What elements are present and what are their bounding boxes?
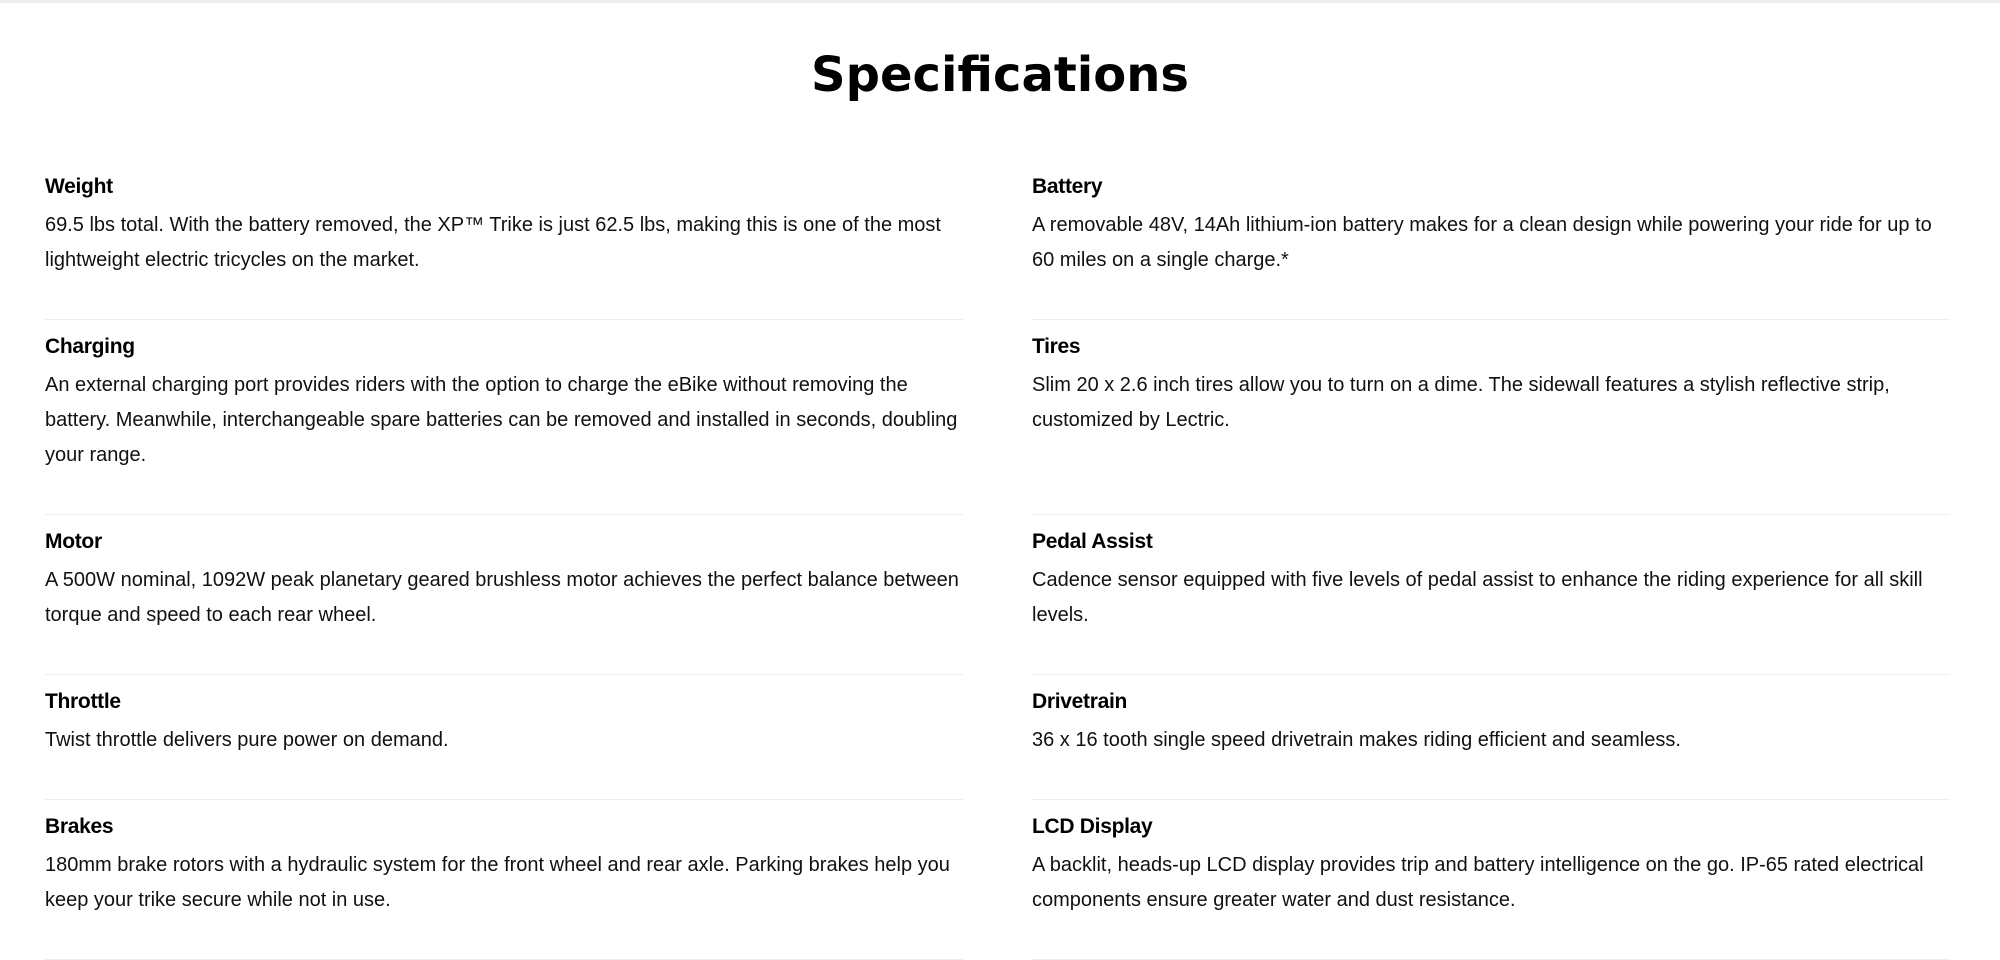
spec-title: Motor	[45, 530, 102, 553]
spec-description: Twist throttle delivers pure power on demand.	[45, 729, 449, 751]
spec-item-battery	[1032, 160, 1950, 320]
spec-description: A 500W nominal, 1092W peak planetary geared brushless motor achieves the perfect balance between torque and speed to each rear wheel.	[45, 569, 959, 626]
spec-title: Charging	[45, 335, 135, 358]
page-title: Specifications	[811, 47, 1189, 103]
spec-title: Tires	[1032, 335, 1081, 358]
spec-description: 180mm brake rotors with a hydraulic system for the front wheel and rear axle. Parking brakes help you keep your trike secure while not in use.	[45, 854, 950, 911]
spec-title: Weight	[45, 175, 113, 198]
spec-title: Battery	[1032, 175, 1103, 198]
spec-item-brakes	[45, 800, 963, 960]
spec-description: A backlit, heads-up LCD display provides trip and battery intelligence on the go. IP-65 rated electrical components ensure greater water and dust resistance.	[1032, 854, 1924, 911]
spec-item-throttle	[45, 675, 963, 800]
spec-title: LCD Display	[1032, 815, 1153, 838]
spec-item-pedal-assist	[1032, 515, 1950, 675]
spec-title: Brakes	[45, 815, 114, 838]
spec-title: Drivetrain	[1032, 690, 1128, 713]
spec-item-charging	[45, 320, 963, 515]
spec-item-lcd-display	[1032, 800, 1950, 960]
spec-item-weight	[45, 160, 963, 320]
spec-item-drivetrain	[1032, 675, 1950, 800]
spec-title: Pedal Assist	[1032, 530, 1153, 553]
spec-description: Cadence sensor equipped with five levels of pedal assist to enhance the riding experience for all skill levels.	[1032, 569, 1923, 626]
spec-description: An external charging port provides riders with the option to charge the eBike without removing the battery. Meanwhile, interchangeable spare batteries can be removed and installed in seconds, doubling your range.	[45, 374, 958, 466]
specs-grid	[45, 160, 1950, 960]
spec-description: Slim 20 x 2.6 inch tires allow you to turn on a dime. The sidewall features a stylish reflective strip, customized by Lectric.	[1032, 374, 1890, 431]
spec-description: 69.5 lbs total. With the battery removed, the XP™ Trike is just 62.5 lbs, making this is one of the most lightweight electric tricycles on the market.	[45, 214, 941, 271]
top-divider	[0, 0, 2000, 3]
spec-description: 36 x 16 tooth single speed drivetrain makes riding efficient and seamless.	[1032, 729, 1681, 751]
spec-item-tires	[1032, 320, 1950, 515]
spec-item-motor	[45, 515, 963, 675]
spec-title: Throttle	[45, 690, 121, 713]
spec-description: A removable 48V, 14Ah lithium-ion battery makes for a clean design while powering your ride for up to 60 miles on a single charge.*	[1032, 214, 1932, 271]
